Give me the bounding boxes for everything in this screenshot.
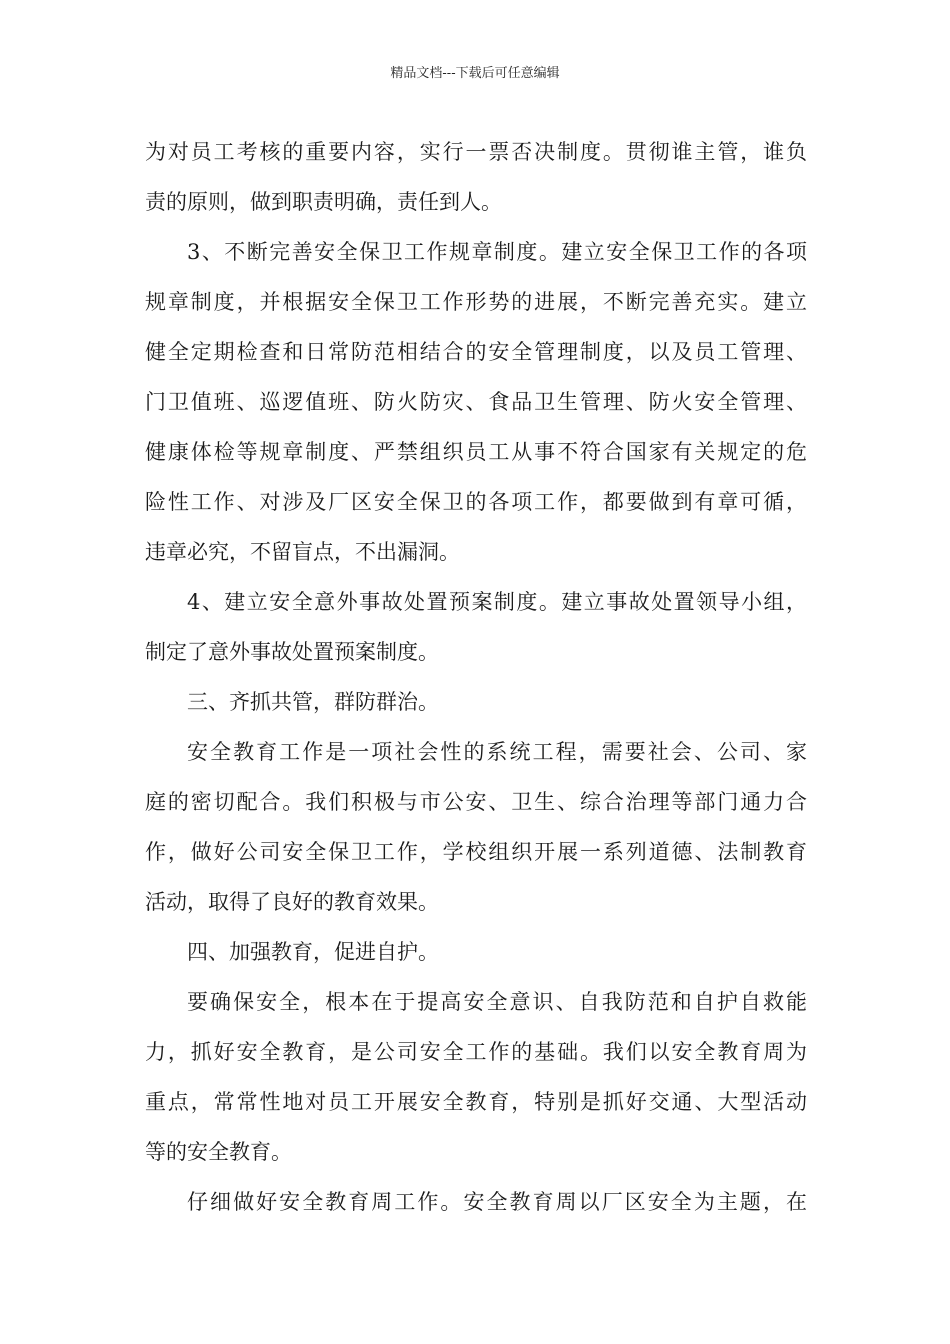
text-line: 违章必究，不留盲点，不出漏洞。 — [145, 540, 460, 564]
text-line: 制定了意外事故处置预案制度。 — [145, 640, 439, 664]
text-line: 健全定期检查和日常防范相结合的安全管理制度，以及员工管理、 — [145, 340, 807, 364]
text-line: 要确保安全，根本在于提高安全意识、自我防范和自护自救能 — [187, 990, 807, 1014]
page-header: 精品文档---下载后可任意编辑 — [390, 66, 560, 81]
paragraph-cooperation — [145, 727, 807, 927]
text-line: 安全教育工作是一项社会性的系统工程，需要社会、公司、家 — [187, 740, 807, 764]
text-line: 活动，取得了良好的教育效果。 — [145, 890, 439, 914]
text-line: 责的原则，做到职责明确，责任到人。 — [145, 190, 502, 214]
section-heading: 三、齐抓共管，群防群治。 — [187, 690, 439, 714]
paragraph-safety-week — [145, 1177, 807, 1227]
text-line: 健康体检等规章制度、严禁组织员工从事不符合国家有关规定的危 — [145, 440, 807, 464]
text-line: 作，做好公司安全保卫工作，学校组织开展一系列道德、法制教育 — [145, 840, 807, 864]
document-body — [145, 127, 807, 1227]
text-line: 重点，常常性地对员工开展安全教育，特别是抓好交通、大型活动 — [145, 1090, 807, 1114]
section-heading-4 — [145, 927, 807, 977]
text-line: 3、不断完善安全保卫工作规章制度。建立安全保卫工作的各项 — [187, 240, 807, 264]
section-heading-3 — [145, 677, 807, 727]
paragraph-education — [145, 977, 807, 1177]
text-line: 规章制度，并根据安全保卫工作形势的进展，不断完善充实。建立 — [145, 290, 807, 314]
text-line: 险性工作、对涉及厂区安全保卫的各项工作，都要做到有章可循， — [145, 490, 807, 514]
section-heading: 四、加强教育，促进自护。 — [187, 940, 439, 964]
paragraph-item-3 — [145, 227, 807, 577]
text-line: 仔细做好安全教育周工作。安全教育周以厂区安全为主题，在 — [187, 1190, 807, 1214]
text-line: 为对员工考核的重要内容，实行一票否决制度。贯彻谁主管，谁负 — [145, 140, 807, 164]
text-line: 4、建立安全意外事故处置预案制度。建立事故处置领导小组， — [187, 590, 807, 614]
text-line: 庭的密切配合。我们积极与市公安、卫生、综合治理等部门通力合 — [145, 790, 807, 814]
text-line: 门卫值班、巡逻值班、防火防灾、食品卫生管理、防火安全管理、 — [145, 390, 807, 414]
text-line: 等的安全教育。 — [145, 1140, 292, 1164]
paragraph-continuation — [145, 127, 807, 227]
paragraph-item-4 — [145, 577, 807, 677]
text-line: 力，抓好安全教育，是公司安全工作的基础。我们以安全教育周为 — [145, 1040, 807, 1064]
